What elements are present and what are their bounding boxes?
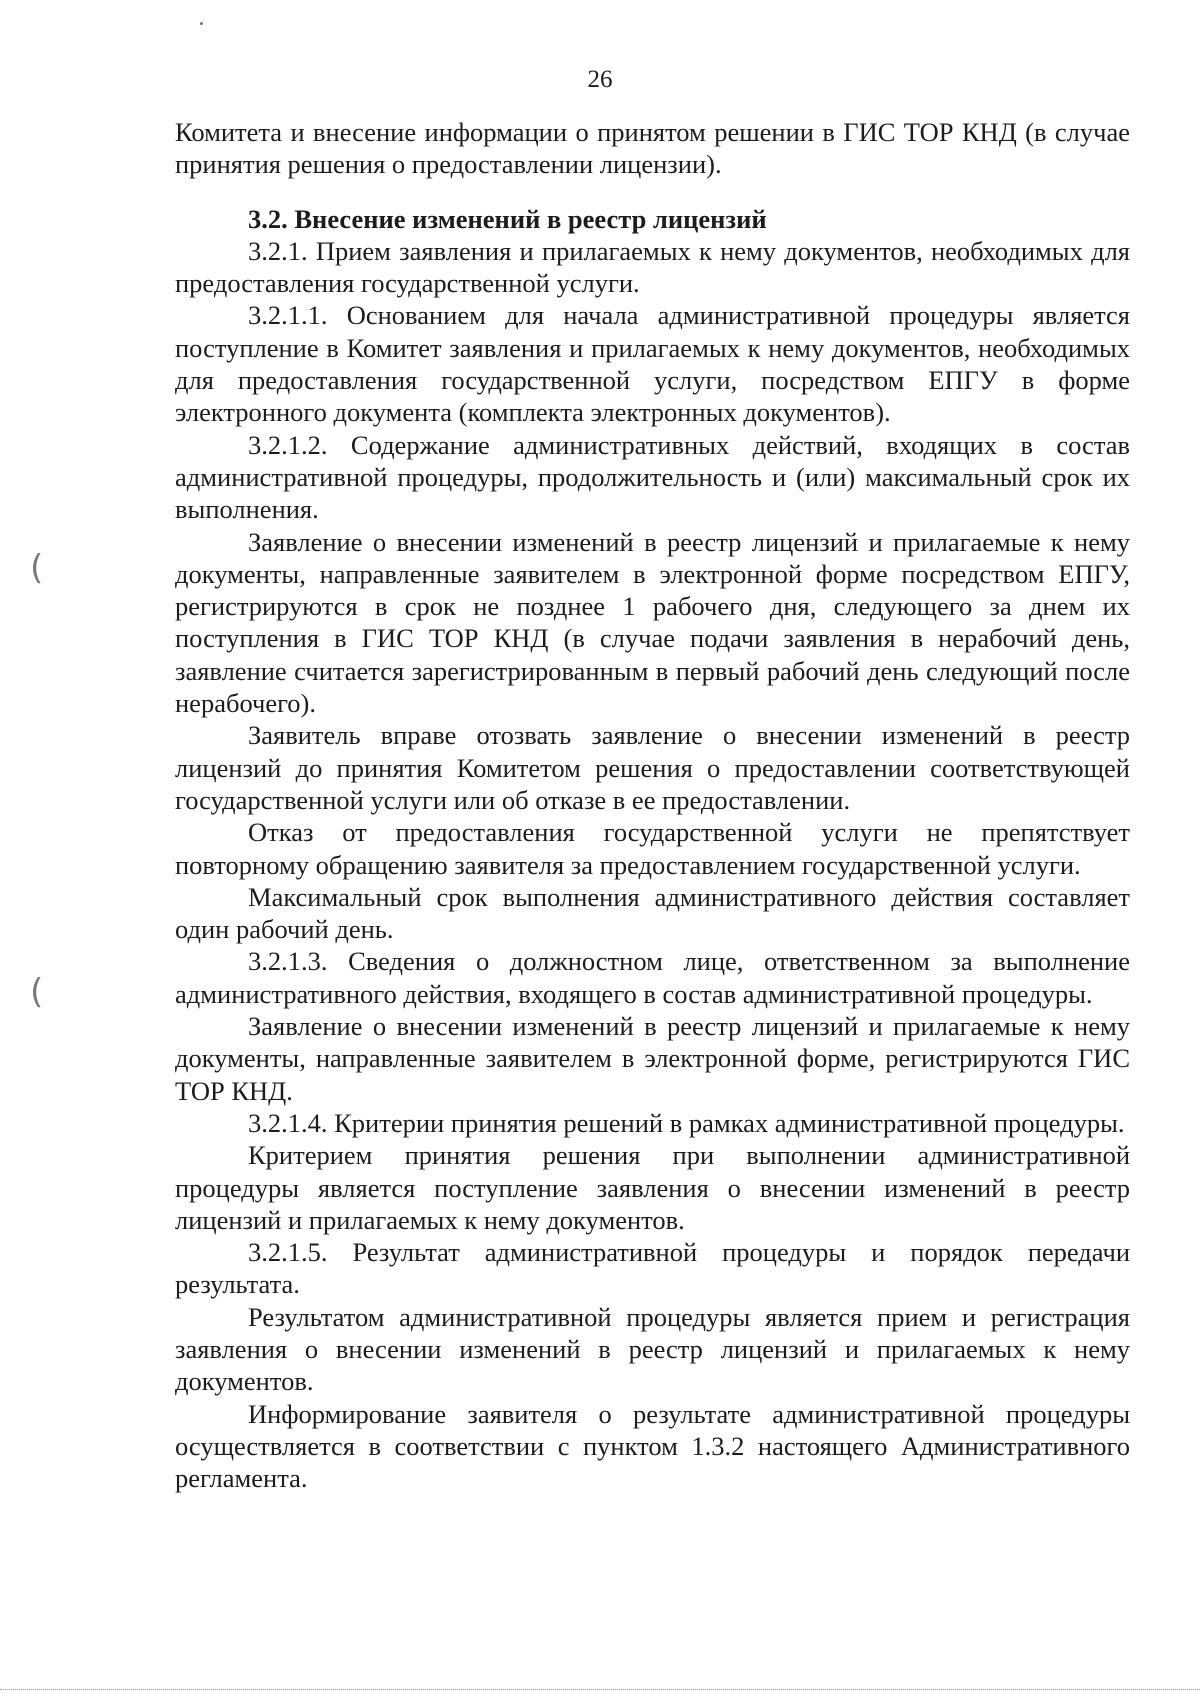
paragraph-criterion: Критерием принятия решения при выполнении административной процедуры является поступление заявления о внесении изменений в реестр лицензий и прилагаемых к нему документов. <box>175 1140 1130 1235</box>
paragraph-3-2-1-2: 3.2.1.2. Содержание административных действий, входящих в состав административной процедуры, продолжительность и (или) максимальный срок их выполнения. <box>175 429 1130 525</box>
paragraph-gis-registration: Заявление о внесении изменений в реестр лицензий и прилагаемые к нему документы, направленные заявителем в электронной форме, регистрируются ГИС ТОР КНД. <box>175 1011 1130 1106</box>
paragraph-3-2-1-4: 3.2.1.4. Критерии принятия решений в рамках административной процедуры. <box>248 1107 1125 1138</box>
paragraph-3-2-1-5: 3.2.1.5. Результат административной процедуры и порядок передачи результата. <box>175 1237 1130 1300</box>
punch-hole-mark: ( <box>30 972 44 1012</box>
document-body <box>175 116 1130 1494</box>
paragraph-3-2-1: 3.2.1. Прием заявления и прилагаемых к нему документов, необходимых для предоставления государственной услуги. <box>175 235 1130 299</box>
paragraph-max-term: Максимальный срок выполнения административного действия составляет один рабочий день. <box>175 881 1130 945</box>
paragraph-withdraw: Заявитель вправе отозвать заявление о внесении изменений в реестр лицензий до принятия Комитетом решения о предоставлении соответствующей государственной услуги или об отказе в ее предоставлении. <box>175 720 1130 815</box>
page-number: 26 <box>587 66 613 93</box>
paragraph-result: Результатом административной процедуры является прием и регистрация заявления о внесении изменений в реестр лицензий и прилагаемых к нему документов. <box>175 1301 1130 1397</box>
paragraph-registration: Заявление о внесении изменений в реестр лицензий и прилагаемые к нему документы, направленные заявителем в электронной форме посредством ЕПГУ, регистрируются в срок не позднее 1 рабочего дня, следующего за днем их поступления в ГИС ТОР КНД (в случае подачи заявления в нерабочий день, заявление считается зарегистрированным в первый рабочий день следующий после нерабочего). <box>175 526 1130 719</box>
scan-speck <box>200 22 203 25</box>
punch-hole-mark: ( <box>30 548 44 588</box>
scan-edge-line <box>0 1689 1200 1690</box>
paragraph-inform: Информирование заявителя о результате административной процедуры осуществляется в соответствии с пунктом 1.3.2 настоящего Административного регламента. <box>175 1398 1130 1494</box>
paragraph-refusal: Отказ от предоставления государственной услуги не препятствует повторному обращению заявителя за предоставлением государственной услуги. <box>175 817 1130 880</box>
paragraph-3-2-1-3: 3.2.1.3. Сведения о должностном лице, ответственном за выполнение административного действия, входящего в состав административной процедуры. <box>175 946 1130 1009</box>
paragraph-intro: Комитета и внесение информации о принятом решении в ГИС ТОР КНД (в случае принятия решения о предоставлении лицензии). <box>175 117 1130 180</box>
paragraph-3-2-1-1: 3.2.1.1. Основанием для начала административной процедуры является поступление в Комитет заявления и прилагаемых к нему документов, необходимых для предоставления государственной услуги, посредством ЕПГУ в форме электронного документа (комплекта электронных документов). <box>175 300 1130 428</box>
section-heading: 3.2. Внесение изменений в реестр лицензий <box>248 203 767 234</box>
